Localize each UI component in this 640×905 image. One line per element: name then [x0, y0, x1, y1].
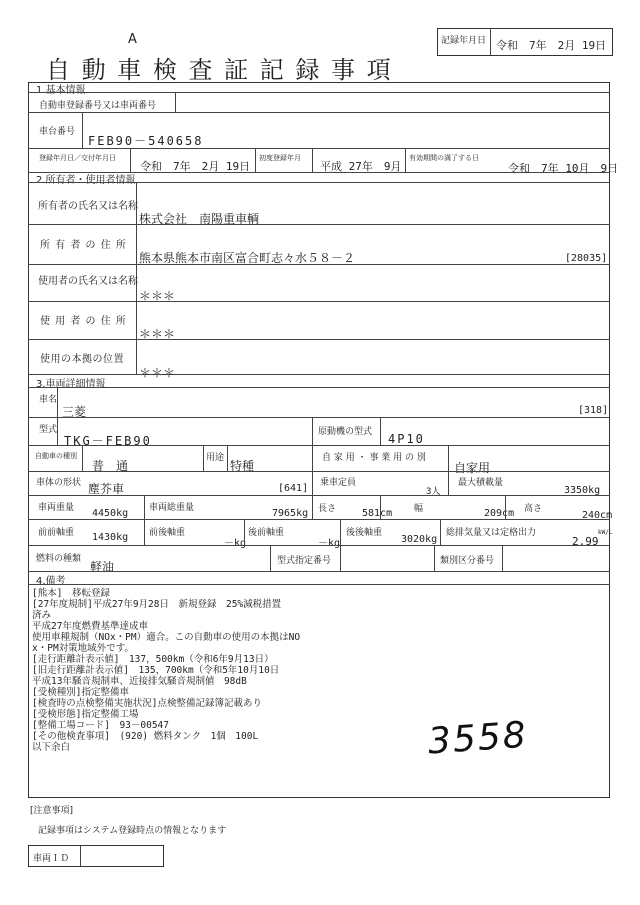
section2-heading: 2.所有者・使用者情報 — [36, 175, 136, 186]
fuel-label: 燃料の種類 — [36, 554, 82, 564]
maker-label: 車名 — [39, 395, 58, 405]
max-load-label: 最大積載量 — [458, 478, 504, 488]
kind-value: 普 通 — [92, 459, 129, 473]
model-label: 型式 — [39, 425, 58, 435]
shape-code: [641] — [278, 483, 309, 494]
owner-address-code: [28035] — [565, 253, 608, 264]
owner-name-value: 株式会社 南陽重車輌 — [139, 212, 260, 226]
base-location-value: ＊＊＊ — [139, 366, 176, 380]
page-title: 自 動 車 検 査 証 記 録 事 項 — [46, 56, 393, 84]
maker-value: 三菱 — [62, 405, 87, 419]
owner-address-value: 熊本県熊本市南区富合町志々水５８－２ — [139, 251, 356, 265]
remarks-line: 済み — [32, 610, 52, 621]
remarks-line: [旧走行距離計表示値] 135，700km（令和5年10月10日 — [32, 665, 280, 676]
remarks-line: [検査時の点検整備実施状況]点検整備記録簿記載あり — [32, 698, 262, 709]
height-value: 240cm — [582, 510, 613, 521]
gross-weight-label: 車両総重量 — [149, 503, 195, 513]
remarks-line: [27年度規制]平成27年9月28日 新規登録 25%減税措置 — [32, 599, 282, 610]
section3-heading: 3.車両詳細情報 — [36, 379, 106, 390]
expiry-label: 有効期間の満了する日 — [409, 154, 479, 162]
weight-label: 車両重量 — [38, 503, 75, 513]
owner-address-label: 所 有 者 の 住 所 — [40, 240, 127, 251]
kind-label: 自動車の種別 — [35, 452, 77, 460]
remarks-line: [受検種別]指定整備車 — [32, 687, 129, 698]
remarks-line: 平成27年度燃費基準達成車 — [32, 621, 148, 632]
user-address-value: ＊＊＊ — [139, 327, 176, 341]
front-rear-axle-value: －kg — [224, 538, 247, 549]
fuel-value: 軽油 — [90, 560, 115, 574]
notes-label: [注意事項] — [30, 806, 74, 816]
user-address-label: 使 用 者 の 住 所 — [40, 316, 127, 327]
length-label: 長さ — [318, 504, 337, 514]
rear-front-axle-value: －kg — [318, 538, 341, 549]
private-use-label: 自 家 用 ・ 事 業 用 の 別 — [322, 453, 426, 463]
private-use-value: 自家用 — [454, 461, 491, 475]
engine-value: 4P10 — [388, 432, 425, 446]
expiry-value: 令和 7年 10月 9日 — [508, 162, 619, 175]
type-design-label: 型式指定番号 — [277, 556, 332, 566]
user-name-value: ＊＊＊ — [139, 289, 176, 303]
weight-value: 4450kg — [92, 508, 129, 519]
engine-label: 原動機の型式 — [318, 427, 373, 437]
front-front-axle-value: 1430kg — [92, 532, 129, 543]
reg-date-label: 登録年月日／交付年月日 — [39, 154, 116, 162]
displacement-value: 2.99 — [572, 535, 599, 548]
rear-front-axle-label: 後前軸重 — [248, 528, 285, 538]
height-label: 高さ — [524, 504, 543, 514]
record-date-label: 記録年月日 — [441, 36, 487, 46]
length-value: 581cm — [362, 508, 393, 519]
use-value: 特種 — [230, 459, 255, 473]
use-label: 用途 — [206, 453, 225, 463]
vehicle-id-label: 車両ＩＤ — [33, 854, 70, 864]
first-reg-value: 平成 27年 9月 — [320, 160, 402, 173]
remarks-line: [整備工場コード] 93－00547 — [32, 720, 169, 731]
capacity-value: 3人 — [426, 487, 441, 497]
maker-code: [318] — [578, 405, 609, 416]
max-load-value: 3350kg — [564, 485, 601, 496]
handwritten-number: 3558 — [426, 714, 529, 763]
chassis-value: FEB90－540658 — [88, 134, 204, 148]
remarks-line: 使用車種規制（NOx・PM）適合。この自動車の使用の本拠はNO — [32, 632, 301, 643]
reg-date-value: 令和 7年 2月 19日 — [140, 160, 251, 173]
remarks-line: [その他検査事項] (920) 燃料タンク 1個 100L — [32, 731, 259, 742]
rear-rear-axle-value: 3020kg — [401, 534, 438, 545]
notes-text: 記録事項はシステム登録時点の情報となります — [38, 826, 227, 836]
remarks-line: [受検形態]指定整備工場 — [32, 709, 139, 720]
remarks-line: [熊本] 移転登録 — [32, 588, 110, 599]
displacement-label: 総排気量又は定格出力 — [446, 528, 537, 538]
user-name-label: 使用者の氏名又は名称 — [38, 276, 138, 287]
remarks-line: x・PM対策地域外です。 — [32, 643, 134, 654]
remarks-line: 以下余白 — [32, 742, 71, 753]
section4-heading: 4.備考 — [36, 576, 66, 587]
front-rear-axle-label: 前後軸重 — [149, 528, 186, 538]
rear-rear-axle-label: 後後軸重 — [346, 528, 383, 538]
remarks-line: 平成13年騒音規制車、近接排気騒音規制値 98dB — [32, 676, 247, 687]
base-location-label: 使用の本拠の位置 — [40, 354, 124, 365]
section1-heading: 1.基本情報 — [36, 85, 86, 96]
width-value: 209cm — [484, 508, 515, 519]
class-label: 類別区分番号 — [440, 556, 495, 566]
reg-no-label: 自動車登録番号又は車両番号 — [39, 101, 157, 111]
corner-mark: A — [128, 32, 137, 47]
gross-weight-value: 7965kg — [272, 508, 309, 519]
first-reg-label: 初度登録年月 — [259, 154, 301, 162]
width-label: 幅 — [414, 504, 424, 514]
remarks-line: [走行距離計表示値] 137，500km（令和6年9月13日） — [32, 654, 274, 665]
capacity-label: 乗車定員 — [320, 478, 357, 488]
owner-name-label: 所有者の氏名又は名称 — [38, 201, 138, 212]
shape-value: 塵芥車 — [88, 482, 125, 496]
shape-label: 車体の形状 — [36, 478, 82, 488]
model-value: TKG－FEB90 — [64, 434, 152, 448]
displacement-unit: kW/L — [598, 529, 613, 536]
front-front-axle-label: 前前軸重 — [38, 528, 75, 538]
record-date-value: 令和 7年 2月 19日 — [496, 39, 607, 52]
chassis-label: 車台番号 — [39, 127, 76, 137]
